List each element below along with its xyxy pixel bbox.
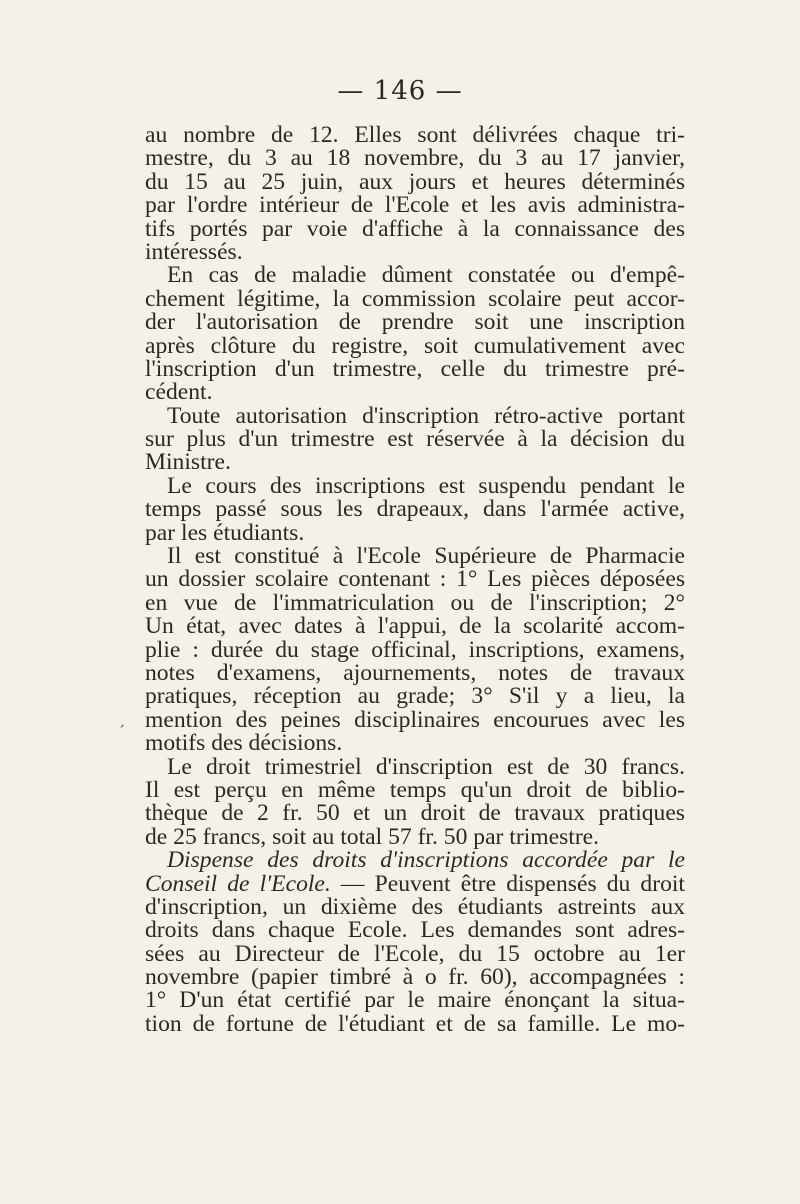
text-line: temps passé sous les drapeaux, dans l'armée active, — [145, 496, 685, 523]
text-line: Il est constitué à l'Ecole Supérieure de Pharmacie — [167, 543, 685, 570]
text-line: l'inscription d'un trimestre, celle du trimestre pré- — [145, 355, 685, 382]
page-number: — 146 — — [337, 76, 463, 106]
line-continuation: — Peuvent être dispensés du droit — [330, 870, 685, 897]
text-line: du 15 au 25 juin, aux jours et heures déterminés — [145, 168, 685, 195]
text-line: tifs portés par voie d'affiche à la connaissance des — [145, 215, 685, 242]
text-line: par les étudiants. — [145, 519, 305, 546]
text-line: pratiques, réception au grade; 3° S'il y a lieu, la — [145, 683, 685, 710]
text-line: plie : durée du stage officinal, inscriptions, examens, — [145, 636, 685, 663]
text-line: de 25 francs, soit au total 57 fr. 50 par trimestre. — [145, 823, 600, 850]
text-line: Il est perçu en même temps qu'un droit de biblio- — [145, 776, 685, 803]
text-line: En cas de maladie dûment constatée ou d'empê- — [167, 262, 685, 289]
text-line: 1° D'un état certifié par le maire énonçant la situa- — [145, 987, 685, 1014]
text-line: en vue de l'immatriculation ou de l'inscription; 2° — [145, 589, 685, 616]
text-line: Le droit trimestriel d'inscription est de 30 francs. — [167, 753, 685, 780]
text-line: Le cours des inscriptions est suspendu pendant le — [167, 472, 685, 499]
text-line: Ministre. — [145, 449, 231, 476]
text-line: d'inscription, un dixième des étudiants astreints aux — [145, 893, 685, 920]
italic-heading: Conseil de l'Ecole. — [145, 870, 331, 897]
margin-mark: ˏ — [118, 712, 125, 728]
text-line — [145, 870, 685, 897]
body-text — [145, 124, 685, 1036]
text-line: droits dans chaque Ecole. Les demandes sont adres- — [145, 917, 685, 944]
text-line: après clôture du registre, soit cumulativement avec — [145, 332, 685, 359]
text-line: tion de fortune de l'étudiant et de sa famille. Le mo- — [145, 1010, 685, 1037]
text-line: Un état, avec dates à l'appui, de la scolarité accom- — [145, 613, 685, 640]
text-line: cédent. — [145, 379, 213, 406]
text-line: mestre, du 3 au 18 novembre, du 3 au 17 janvier, — [145, 145, 685, 172]
text-line: un dossier scolaire contenant : 1° Les pièces déposées — [145, 566, 685, 593]
text-line: der l'autorisation de prendre soit une inscription — [145, 309, 685, 336]
text-line: par l'ordre intérieur de l'Ecole et les avis administra- — [145, 192, 685, 219]
text-line: sur plus d'un trimestre est réservée à la décision du — [145, 426, 685, 453]
italic-heading: Dispense des droits d'inscriptions accordée par le — [167, 847, 685, 874]
text-line: motifs des décisions. — [145, 730, 343, 757]
text-line: thèque de 2 fr. 50 et un droit de travaux pratiques — [145, 800, 685, 827]
text-line: au nombre de 12. Elles sont délivrées chaque tri- — [145, 122, 685, 148]
text-line: notes d'examens, ajournements, notes de travaux — [145, 659, 685, 686]
text-line: novembre (papier timbré à o fr. 60), accompagnées : — [145, 964, 685, 991]
text-line: mention des peines disciplinaires encourues avec les — [145, 706, 685, 733]
text-line — [145, 849, 685, 872]
text-line: chement légitime, la commission scolaire peut accor- — [145, 285, 685, 312]
text-line: Toute autorisation d'inscription rétro-active portant — [167, 402, 685, 429]
text-line: intéressés. — [145, 238, 243, 265]
text-line: sées au Directeur de l'Ecole, du 15 octobre au 1er — [145, 940, 685, 967]
